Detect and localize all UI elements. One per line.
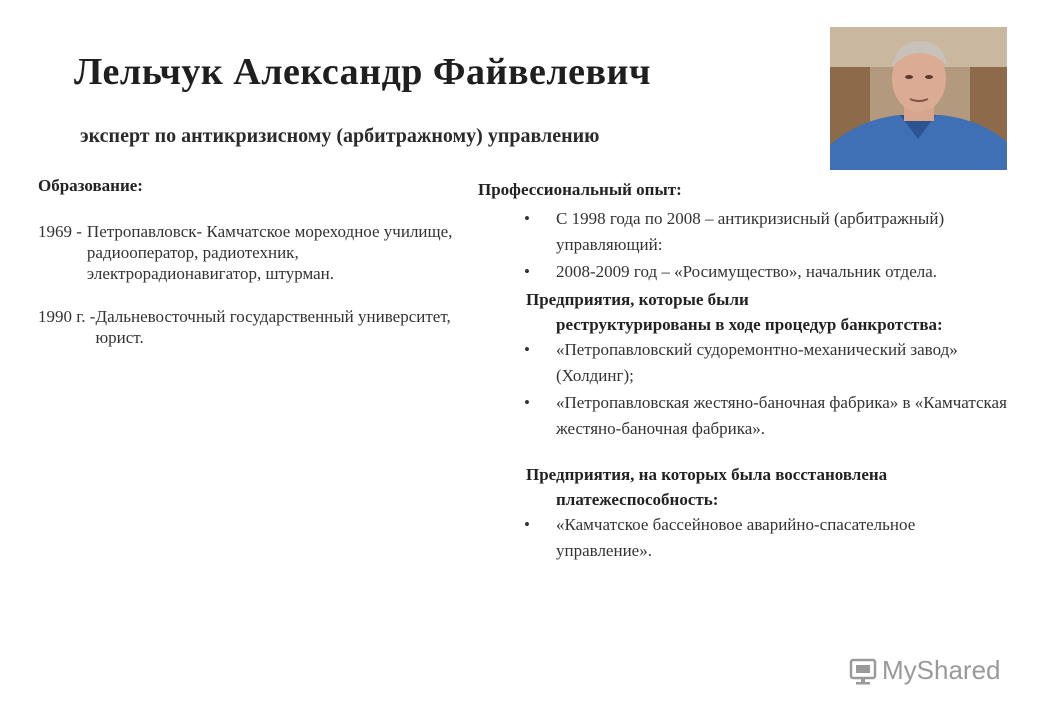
watermark-text: MyShared — [882, 655, 1001, 685]
page-title: Лельчук Александр Файвелевич — [74, 51, 651, 93]
experience-section — [478, 180, 1008, 565]
watermark — [848, 655, 1001, 686]
list-item: • «Камчатское бассейновое аварийно-спасательное управление». — [478, 512, 1008, 564]
list-item: • 2008-2009 год – «Росимущество», начальник отдела. — [478, 259, 1008, 285]
restructured-list — [478, 337, 1008, 442]
subtitle: эксперт по антикризисному (арбитражному) управлению — [80, 125, 600, 147]
education-year: 1969 - — [38, 222, 82, 241]
bullet-icon: • — [524, 340, 530, 359]
bullet-icon: • — [524, 262, 530, 281]
restored-list — [478, 512, 1008, 564]
bullet-icon: • — [524, 393, 530, 412]
education-item — [38, 306, 458, 348]
experience-list — [478, 206, 1008, 285]
bullet-icon: • — [524, 209, 530, 228]
bullet-icon: • — [524, 515, 530, 534]
restructured-heading: Предприятия, которые были реструктурированы в ходе процедур банкротства: — [526, 290, 943, 334]
list-item: • С 1998 года по 2008 – антикризисный (арбитражный) управляющий: — [478, 206, 1008, 258]
education-item — [38, 221, 458, 284]
list-item: • «Петропавловский судоремонтно-механический завод» (Холдинг); — [478, 337, 1008, 389]
education-text: Дальневосточный государственный университет, юрист. — [95, 307, 451, 347]
restored-heading: Предприятия, на которых была восстановлена платежеспособность: — [526, 465, 888, 509]
education-year: 1990 г. - — [38, 307, 96, 326]
list-item: • «Петропавловская жестяно-баночная фабрика» в «Камчатская жестяно-баночная фабрика». — [478, 390, 1008, 442]
education-text: Петропавловск- Камчатское мореходное училище, радиооператор, радиотехник, электрорадионавигатор, штурман. — [86, 222, 453, 283]
portrait-photo — [830, 27, 1007, 170]
education-section — [38, 176, 458, 370]
myshared-logo-icon — [848, 656, 878, 686]
experience-heading: Профессиональный опыт: — [478, 180, 682, 199]
education-heading: Образование: — [38, 176, 143, 195]
